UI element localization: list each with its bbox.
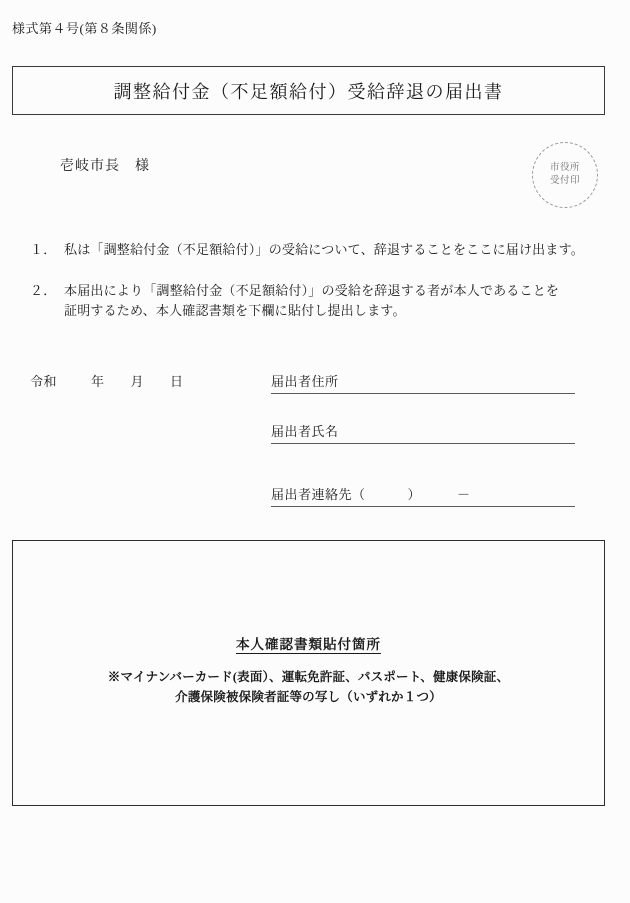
filer-address-field[interactable] [271, 371, 575, 394]
contact-paren-open: （ [352, 487, 366, 502]
day-unit: 日 [170, 374, 184, 389]
filer-name-field[interactable] [271, 421, 575, 444]
clause-2-body [64, 281, 559, 321]
title-box [12, 66, 605, 115]
filer-address-label: 届出者住所 [271, 374, 339, 389]
year-unit: 年 [91, 374, 105, 389]
identity-document-attachment-box[interactable] [12, 540, 605, 806]
filer-name-label: 届出者氏名 [271, 424, 339, 439]
attachment-note [13, 667, 604, 707]
date-line[interactable] [30, 371, 184, 390]
form-number-label: 様式第４号(第８条関係) [12, 21, 157, 36]
clause-2-line-1: 本届出により「調整給付金（不足額給付）」の受給を辞退する者が本人であることを [64, 283, 560, 298]
clause-item-1 [30, 240, 584, 260]
era-label: 令和 [30, 374, 58, 389]
clause-2-number: ２． [30, 283, 57, 298]
attachment-heading [13, 633, 604, 653]
seal-line-2: 受付印 [549, 176, 580, 186]
contact-dash: － [457, 487, 471, 502]
filer-contact-field[interactable] [271, 484, 575, 507]
seal-line-1: 市役所 [549, 163, 580, 173]
reception-seal-icon [532, 142, 598, 208]
contact-paren-close: ） [407, 487, 422, 502]
page-title: 調整給付金（不足額給付）受給辞退の届出書 [113, 81, 504, 102]
clause-1-line-1: 私は「調整給付金（不足額給付）」の受給について、辞退することをここに届け出ます。 [64, 242, 584, 257]
clause-item-2 [30, 281, 559, 321]
filer-contact-label: 届出者連絡先 [271, 487, 353, 502]
clause-1-body [64, 240, 584, 260]
attachment-note-line-1: ※マイナンバーカード(表面）、運転免許証、パスポート、健康保険証、 [107, 670, 510, 684]
clause-2-line-2: 証明するため、本人確認書類を下欄に貼付し提出します。 [64, 303, 406, 318]
clause-1-number: １． [30, 242, 57, 257]
attachment-note-line-2: 介護保険被保険者証等の写し（いずれか１つ） [175, 690, 442, 704]
addressee-label: 壱岐市長 様 [60, 159, 150, 174]
month-unit: 月 [130, 374, 145, 389]
attachment-heading-text: 本人確認書類貼付箇所 [236, 637, 381, 652]
